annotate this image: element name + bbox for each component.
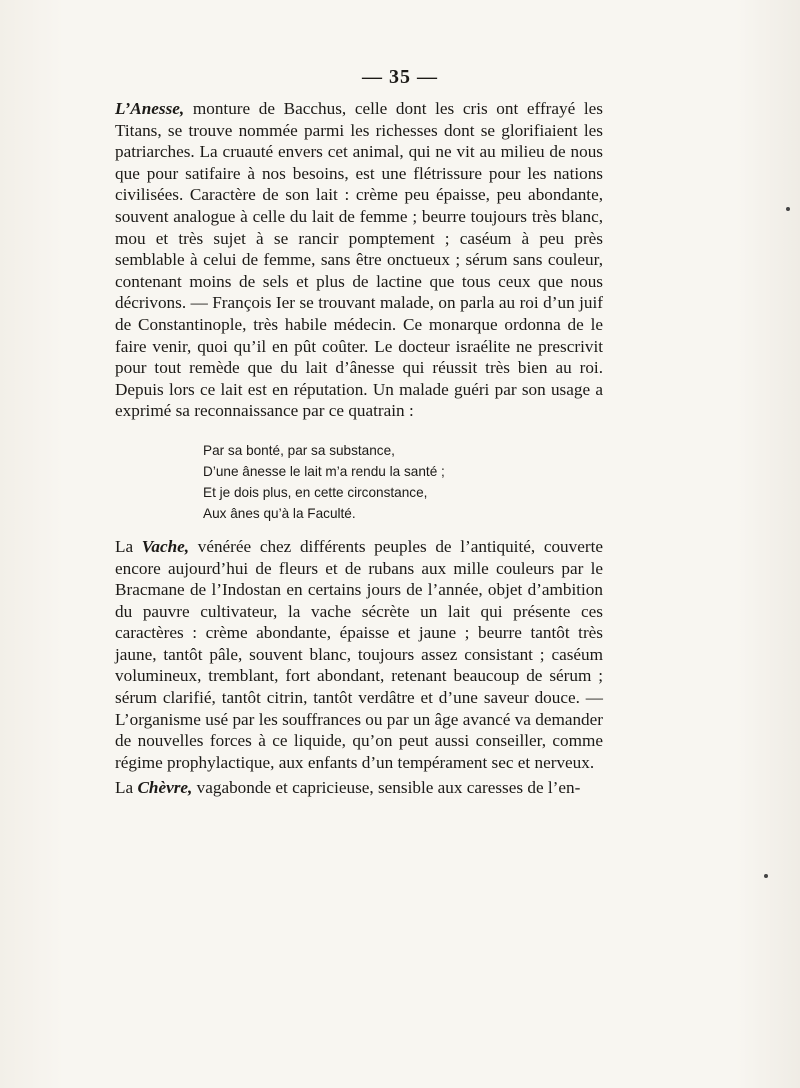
term-anesse: L’Anesse, — [115, 99, 185, 118]
quatrain-line: Et je dois plus, en cette circonstance, — [203, 484, 428, 500]
term-vache: Vache, — [141, 536, 190, 556]
paragraph-vache — [115, 536, 603, 774]
quatrain-line: Par sa bonté, par sa substance, — [203, 442, 395, 458]
paragraph-anesse-text: monture de Bacchus, celle dont les cris ont effrayé les Titans, se trouve nommée parmi les richesses dont se glorifiaient les patriarches. La cruauté envers cet animal, qui ne vit au milieu de nous que pour satifaire à nos besoins, est une flétrissure pour les nations civilisées. Caractère de son lait : crème peu épaisse, peu abondante, souvent analogue à celle du lait de femme ; beurre toujours très blanc, mou et très sujet à se rancir pomptement ; caséum à peu près semblable à celui de femme, sans être onctueux ; sérum sans couleur, contenant moins de sels et plus de lactine que tous ceux que nous décrivons. — François Ier se trouvant malade, on parla au roi d’un juif de Constantinople, très habile médecin. Ce monarque ordonna de le faire venir, quoi qu’il en pût coûter. Le docteur israélite ne prescrivit pour tout remède que du lait d’ânesse qui réussit très bien au roi. Depuis lors ce lait est en réputation. Un malade guéri par son usage a exprimé sa reconnaissance par ce quatrain : — [115, 99, 603, 421]
quatrain-line: Aux ânes qu’à la Faculté. — [203, 505, 356, 521]
paragraph-vache-lead: La — [115, 536, 142, 556]
speck-mark — [786, 207, 790, 211]
paragraph-vache-text: vénérée chez différents peuples de l’antiquité, couverte encore aujourd’hui de fleurs et de rubans aux mille couleurs par le Bracmane de l’Indostan en certains jours de l’année, objet d’ambition du pauvre cultivateur, la vache sécrète un lait qui présente ces caractères : crème abondante, épaisse et jaune ; beurre tantôt très jaune, tantôt pâle, souvent blanc, toujours assez consistant ; caséum volumineux, tremblant, fort abondant, retenant beaucoup de sérum ; sérum clarifié, tantôt citrin, tantôt verdâtre et d’une saveur douce. — L’organisme usé par les souffrances ou par un âge avancé va demander de nouvelles forces à ce liquide, qu’on peut aussi conseiller, comme régime prophylactique, aux enfants d’un tempérament sec et nerveux. — [115, 536, 603, 772]
page-body — [115, 98, 603, 799]
term-chevre: Chèvre, — [137, 778, 193, 798]
paragraph-anesse — [115, 98, 603, 422]
paragraph-chevre — [115, 777, 603, 799]
page-number: — 35 — — [362, 66, 438, 88]
quatrain-line: D’une ânesse le lait m’a rendu la santé ; — [203, 463, 445, 479]
paragraph-chevre-text: vagabonde et capricieuse, sensible aux caresses de l’en- — [192, 778, 581, 798]
quatrain — [203, 440, 603, 524]
speck-mark — [764, 874, 768, 878]
paragraph-chevre-lead: La — [115, 778, 138, 798]
